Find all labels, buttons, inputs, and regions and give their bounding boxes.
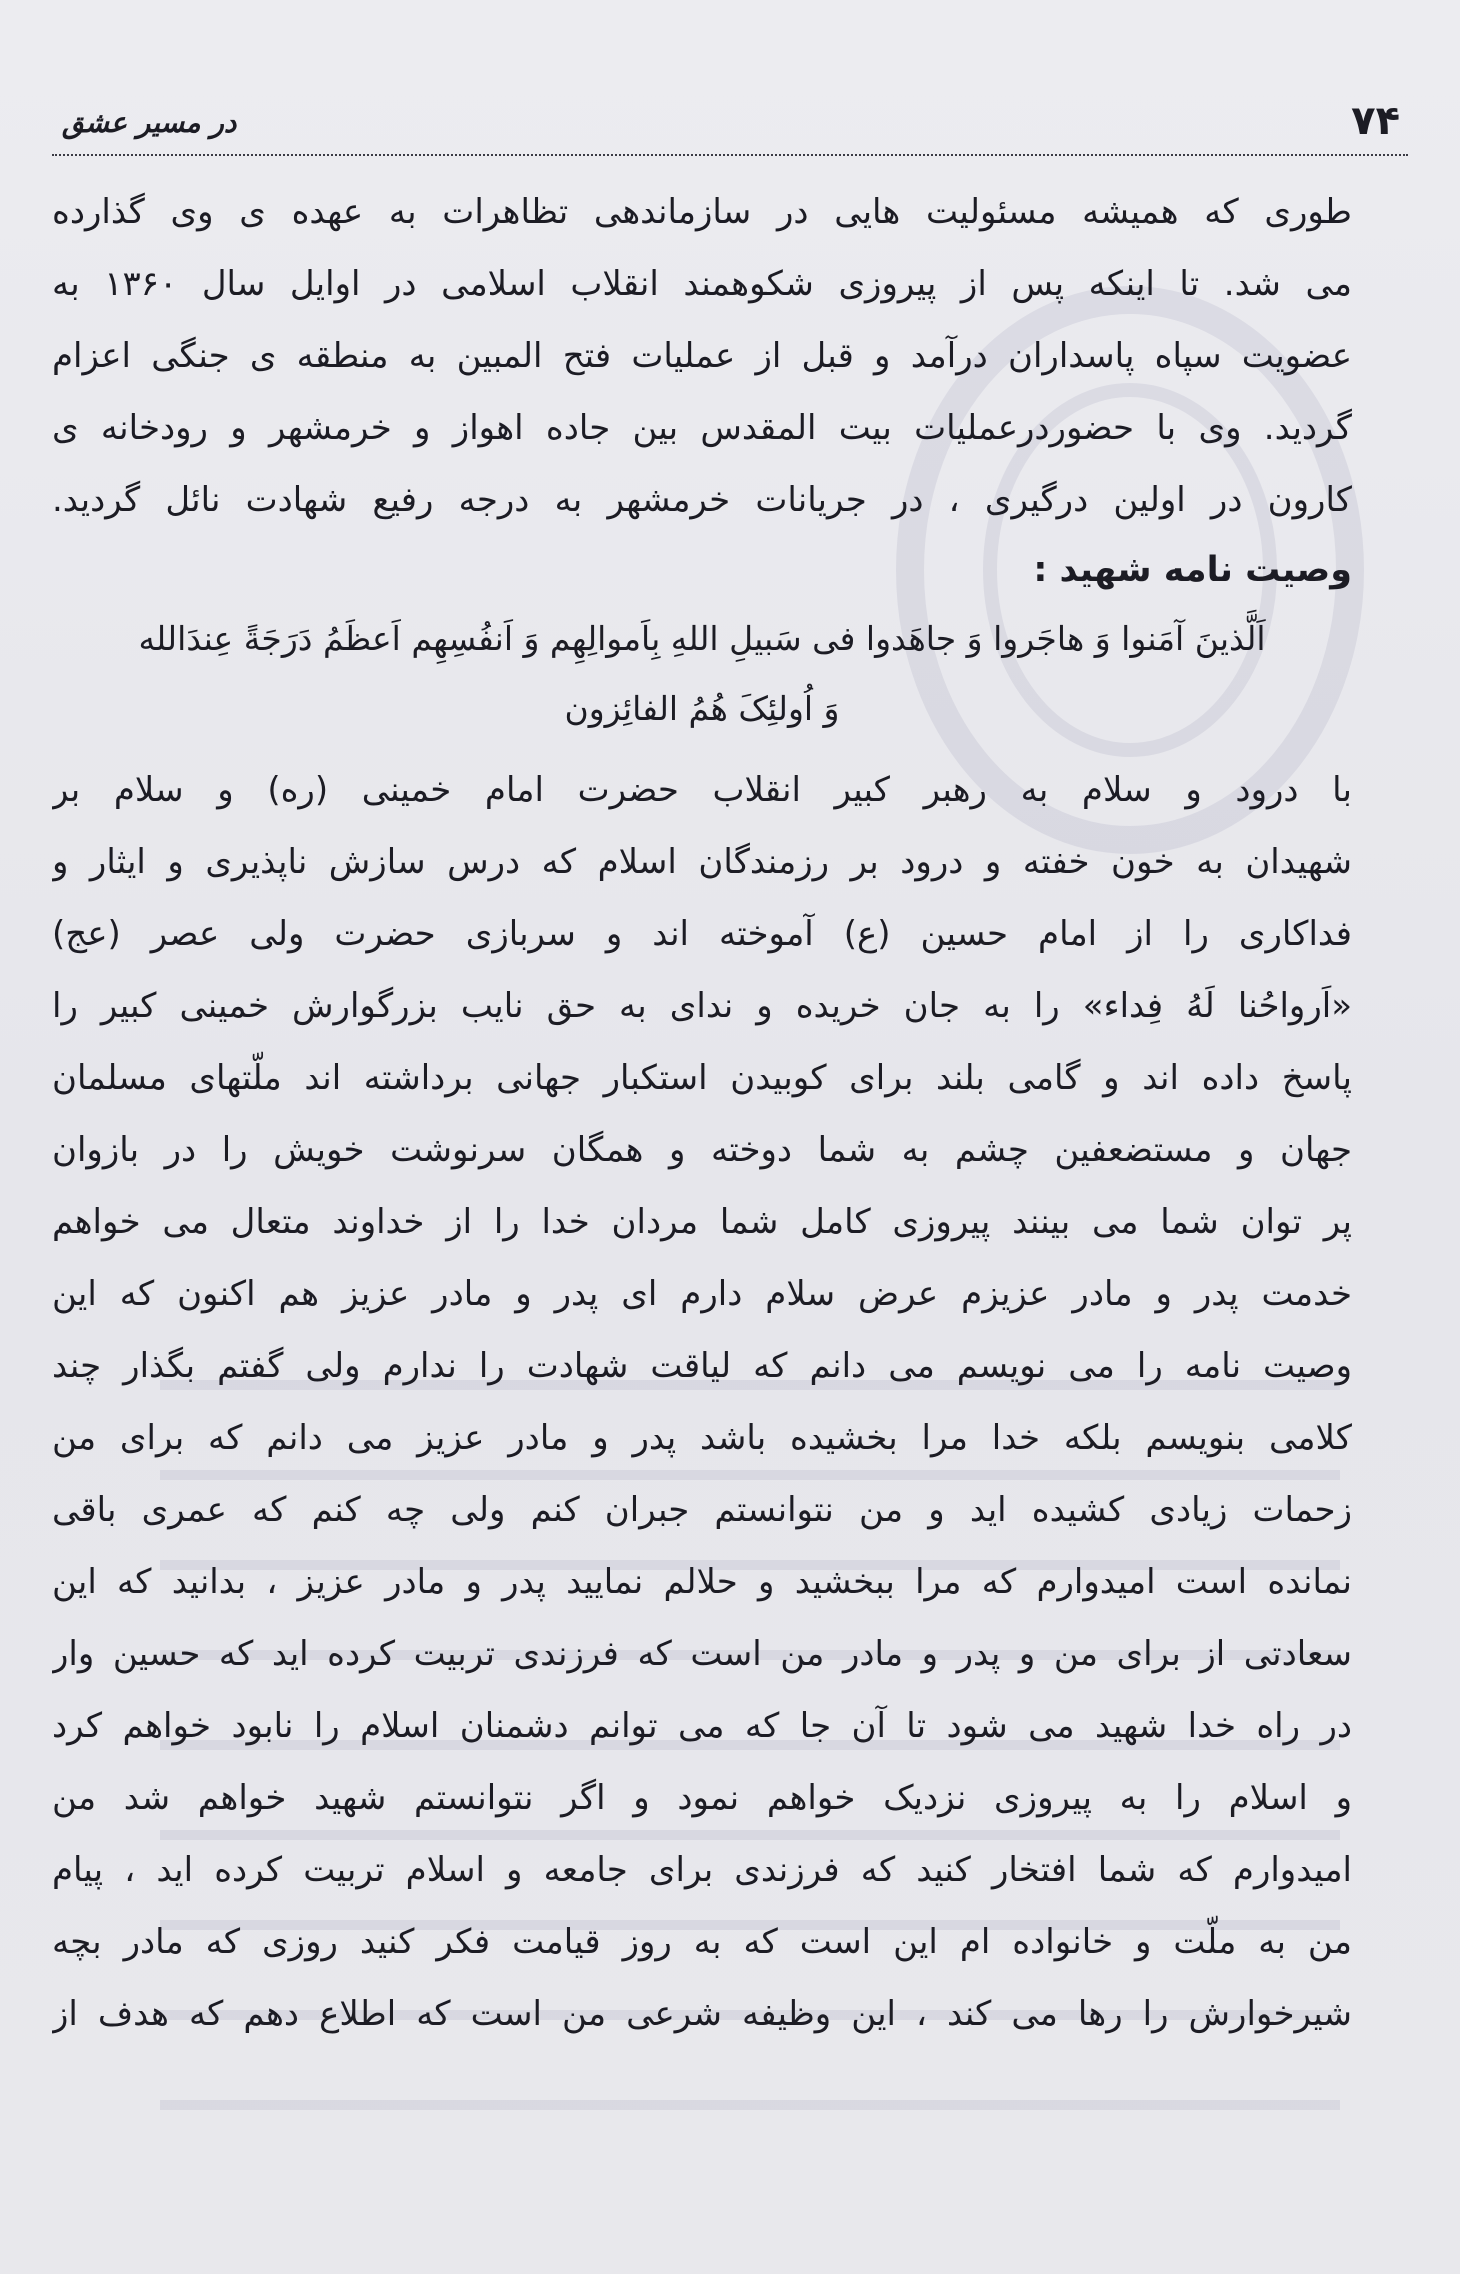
text-line: گردید. وی با حضوردرعملیات بیت المقدس بین جاده اهواز و خرمشهر و رودخانه ی (52, 408, 1352, 448)
will-paragraph (52, 754, 1352, 2050)
text-line: طوری که همیشه مسئولیت هایی در سازماندهی تظاهرات به عهده ی وی گذارده (52, 192, 1352, 232)
verse-line: وَ اُولئِکَ هُمُ الفائِزون (564, 689, 840, 728)
text-line: من به ملّت و خانواده ام این است که به روز قیامت فکر کنید روزی که مادر بچه (52, 1922, 1352, 1962)
text-line: با درود و سلام به رهبر کبیر انقلاب حضرت امام خمینی (ره) و سلام بر (52, 770, 1352, 810)
text-line: سعادتی از برای من و پدر و مادر من است که فرزندی تربیت کرده اید که حسین وار (52, 1634, 1352, 1674)
text-line: نمانده است امیدوارم که مرا ببخشید و حلالم نمایید پدر و مادر عزیز ، بدانید که این (52, 1562, 1352, 1602)
text-line: کلامی بنویسم بلکه خدا مرا بخشیده باشد پدر و مادر عزیز می دانم که برای من (52, 1418, 1352, 1458)
biography-paragraph (52, 176, 1352, 536)
text-line: در راه خدا شهید می شود تا آن جا که می توانم دشمنان اسلام را نابود خواهم کرد (52, 1706, 1352, 1746)
page-header (52, 92, 1408, 156)
text-line: پر توان شما می بینند پیروزی کامل شما مردان خدا را از خداوند متعال می خواهم (52, 1202, 1352, 1242)
text-line: شهیدان به خون خفته و درود بر رزمندگان اسلام که درس سازش ناپذیری و ایثار و (52, 842, 1352, 882)
text-line: وصیت نامه را می نویسم می دانم که لیاقت شهادت را ندارم ولی گفتم بگذار چند (52, 1346, 1352, 1386)
text-line: عضویت سپاه پاسداران درآمد و قبل از عملیات فتح المبین به منطقه ی جنگی اعزام (52, 336, 1352, 376)
text-line: فداکاری را از امام حسین (ع) آموخته اند و سربازی حضرت ولی عصر (عج) (52, 914, 1352, 954)
text-line: می شد. تا اینکه پس از پیروزی شکوهمند انقلاب اسلامی در اوایل سال ۱۳۶۰ به (52, 264, 1352, 304)
page-number: ۷۴ (1351, 98, 1400, 144)
text-line: جهان و مستضعفین چشم به شما دوخته و همگان سرنوشت خویش را در بازوان (52, 1130, 1352, 1170)
text-line: کارون در اولین درگیری ، در جریانات خرمشهر به درجه رفیع شهادت نائل گردید. (52, 480, 1352, 520)
text-line: و اسلام را به پیروزی نزدیک خواهم نمود و اگر نتوانستم شهید خواهم شد من (52, 1778, 1352, 1818)
section-heading: وصیت نامه شهید : (1033, 550, 1352, 590)
text-line: زحمات زیادی کشیده اید و من نتوانستم جبران کنم ولی چه کنم که عمری باقی (52, 1490, 1352, 1530)
text-line: امیدوارم که شما افتخار کنید که فرزندی برای جامعه و اسلام تربیت کرده اید ، پیام (52, 1850, 1352, 1890)
running-title: در مسیر عشق (62, 106, 237, 139)
verse-line: اَلَّذینَ آمَنوا وَ هاجَروا وَ جاهَدوا فی سَبیلِ اللهِ بِاَموالِهِم وَ اَنفُسِهِم اَعظَمُ دَرَجَةً عِندَالله (138, 619, 1266, 658)
page-body (52, 176, 1352, 2050)
text-line: شیرخوارش را رها می کند ، این وظیفه شرعی من است که اطلاع دهم که هدف از (52, 1994, 1352, 2034)
quran-verse (52, 604, 1352, 744)
text-line: «اَرواحُنا لَهُ فِداء» را به جان خریده و ندای به حق نایب بزرگوارش خمینی کبیر را (52, 986, 1352, 1026)
text-line: خدمت پدر و مادر عزیزم عرض سلام دارم ای پدر و مادر عزیز هم اکنون که این (52, 1274, 1352, 1314)
text-line: پاسخ داده اند و گامی بلند برای کوبیدن استکبار جهانی برداشته اند ملّتهای مسلمان (52, 1058, 1352, 1098)
